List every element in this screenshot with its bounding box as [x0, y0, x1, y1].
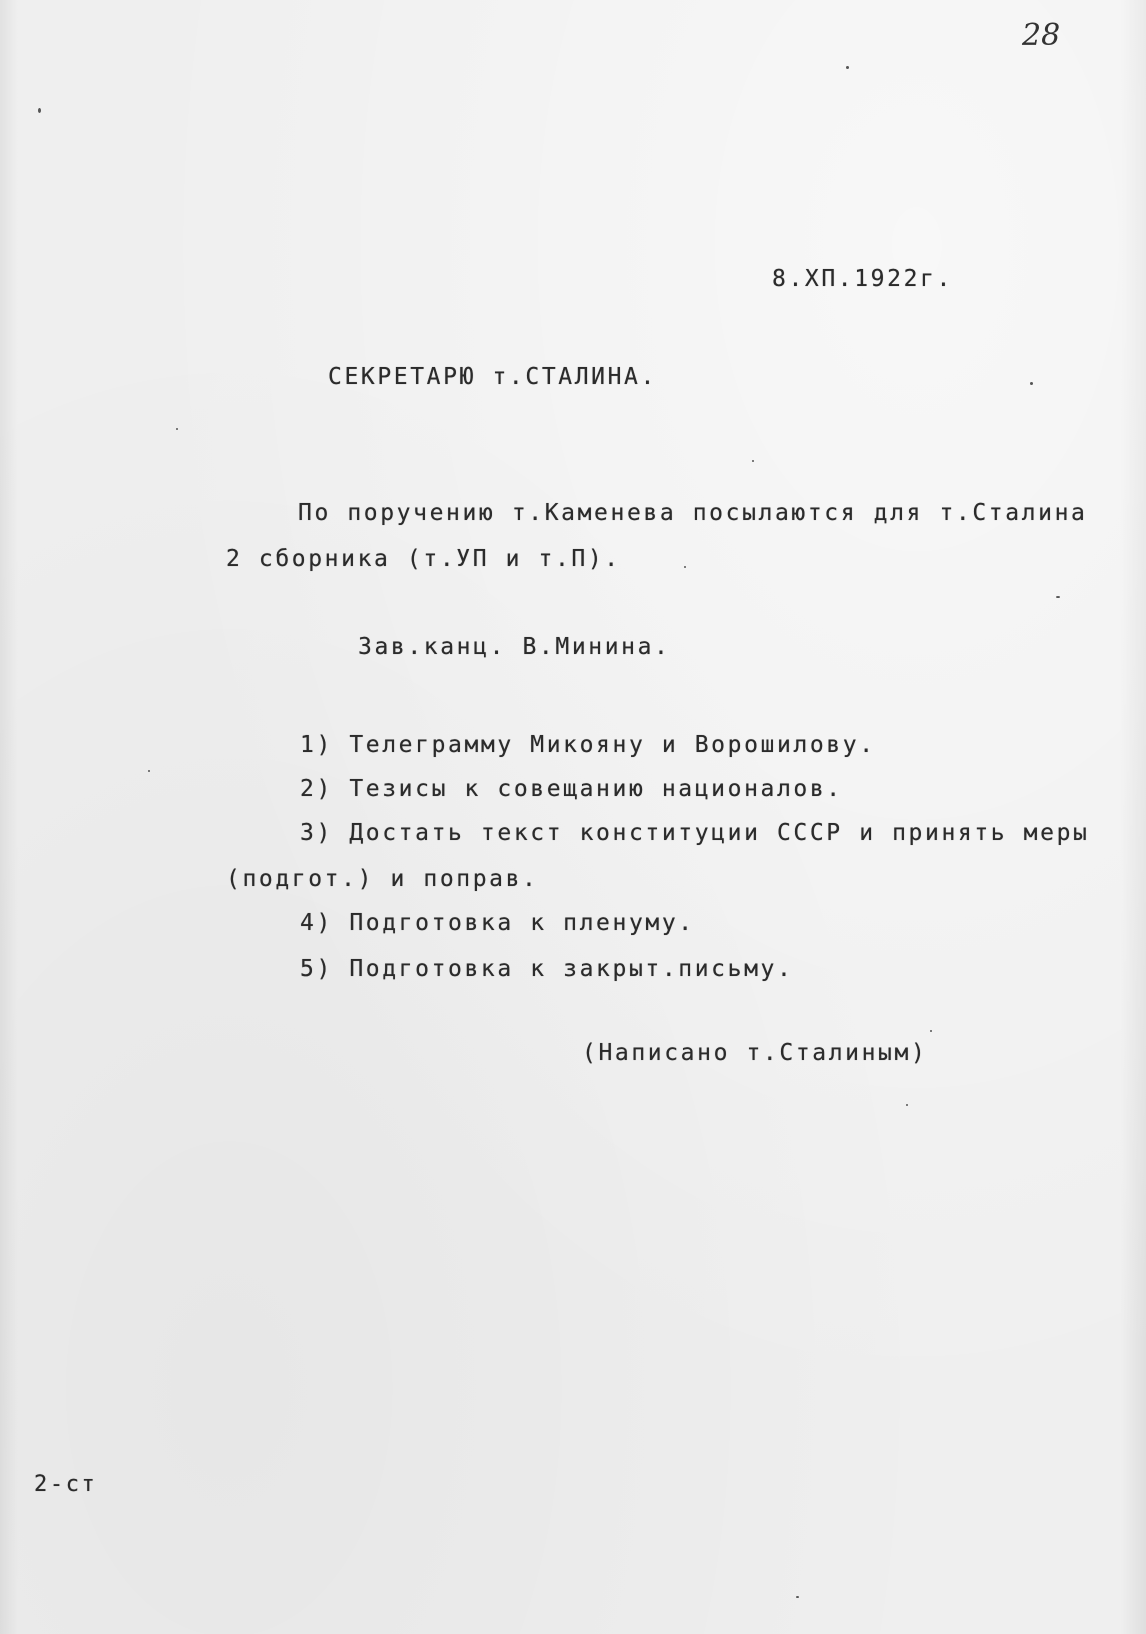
authorship-note: (Написано т.Сталиным): [582, 1040, 928, 1066]
dust-speck: [148, 770, 150, 772]
body-line-1: По поручению т.Каменева посылаются для т.Сталина: [298, 500, 1088, 526]
dust-speck: [930, 1030, 932, 1032]
list-item-3-continuation: (подгот.) и поправ.: [226, 866, 539, 892]
document-date: 8.ХП.1922г.: [772, 266, 953, 292]
list-item-5: 5) Подготовка к закрыт.письму.: [300, 956, 794, 982]
dust-speck: [906, 1104, 908, 1106]
list-item-1: 1) Телеграмму Микояну и Ворошилову.: [300, 732, 876, 758]
body-line-2: 2 сборника (т.УП и т.П).: [226, 546, 621, 572]
footer-code: 2-ст: [34, 1472, 98, 1497]
list-item-4: 4) Подготовка к пленуму.: [300, 910, 695, 936]
addressee: СЕКРЕТАРЮ т.СТАЛИНА.: [328, 364, 657, 390]
dust-speck: [176, 428, 178, 430]
list-item-3: 3) Достать текст конституции СССР и принять меры: [300, 820, 1090, 846]
signature: Зав.канц. В.Минина.: [358, 634, 671, 660]
dust-speck: [752, 460, 754, 462]
dust-speck: [38, 108, 41, 113]
dust-speck: [1056, 596, 1060, 598]
page-number: 28: [1022, 18, 1061, 53]
dust-speck: [796, 1596, 799, 1598]
dust-speck: [684, 566, 686, 568]
dust-speck: [846, 66, 849, 69]
list-item-2: 2) Тезисы к совещанию националов.: [300, 776, 843, 802]
dust-speck: [1030, 382, 1033, 385]
